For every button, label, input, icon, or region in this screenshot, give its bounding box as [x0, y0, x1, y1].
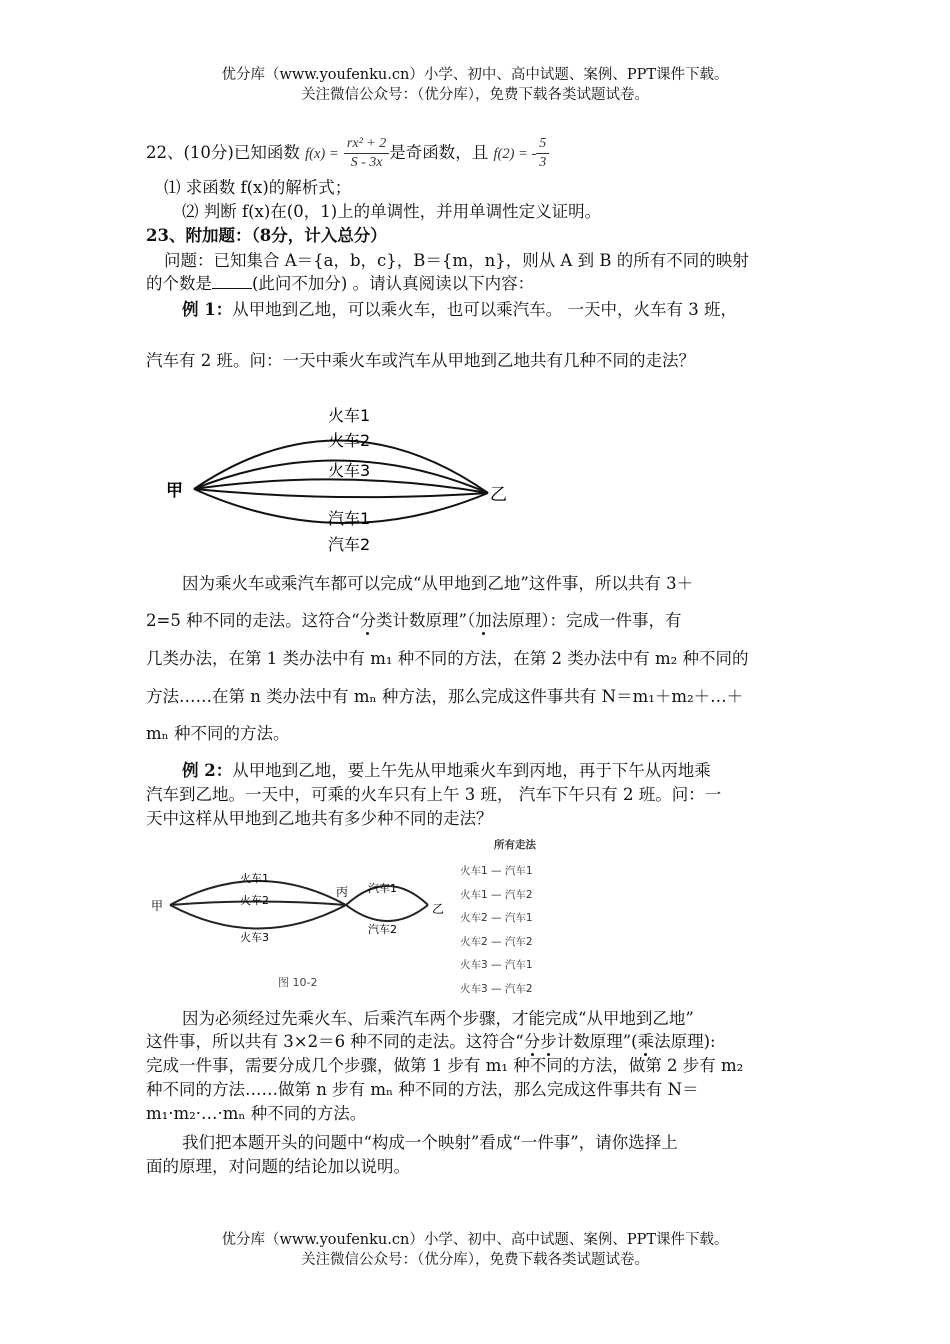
q22-fx: f(x) = — [305, 146, 339, 162]
closing-line-2: 面的原理，对问题的结论加以说明。 — [146, 1157, 410, 1176]
fig2-list-item: 火车1 — 汽车1 — [460, 865, 533, 877]
fig2-list-item: 火车3 — 汽车2 — [460, 982, 533, 995]
emphasis-dot-char: 加 — [475, 611, 492, 630]
example-2-line-3: 天中这样从甲地到乙地共有多少种不同的走法？ — [146, 809, 493, 828]
q22-fraction-numerator: rx² + 2 — [344, 135, 389, 154]
q22-mid: 是奇函数，且 — [389, 143, 489, 162]
emphasis-dot-char: 分 — [359, 611, 377, 630]
example-1-line-1 — [182, 299, 737, 321]
fig1-route-label: 汽车2 — [328, 535, 371, 554]
addition-line-1: 因为乘火车或乘汽车都可以完成“从甲地到乙地”这件事，所以共有 3＋ — [182, 574, 694, 593]
example-1-line-2: 汽车有 2 班。问：一天中乘火车或汽车从甲地到乙地共有几种不同的走法？ — [146, 351, 695, 370]
q22-sub2: ⑵ 判断 f(x)在(0，1)上的单调性，并用单调性定义证明。 — [182, 202, 602, 221]
fig2-bus-label: 汽车1 — [368, 882, 397, 895]
fig2-list-item: 火车1 — 汽车2 — [460, 888, 533, 901]
route-train-3 — [170, 905, 346, 929]
example-1-text-a: 从甲地到乙地，可以乘火车，也可以乘汽车。 一天中，火车有 3 班， — [232, 300, 737, 319]
fig1-end: 乙 — [490, 485, 507, 505]
answer-blank — [212, 273, 252, 289]
q22-value-fraction — [536, 135, 549, 172]
route-train-3 — [194, 479, 488, 493]
addition-line-2 — [146, 610, 681, 632]
fig1-route-label: 火车2 — [328, 431, 371, 450]
multiplication-line-2b: 计数原理”( — [556, 1032, 638, 1051]
multiplication-line-2a: 这件事，所以共有 3×2＝6 种不同的走法。这符合“ — [146, 1032, 524, 1051]
fig2-list-item: 火车2 — 汽车2 — [460, 935, 533, 948]
fig2-bus-label: 汽车2 — [368, 923, 397, 936]
addition-line-5: mₙ 种不同的方法。 — [146, 724, 290, 743]
route-bus-1 — [194, 489, 488, 497]
figure-2-routes — [148, 862, 448, 992]
q22-fraction — [344, 135, 389, 172]
figure-1-routes — [160, 400, 520, 560]
header-line-1: 优分库（www.youfenku.cn）小学、初中、高中试题、案例、PPT课件下载。 — [221, 67, 729, 83]
fig2-caption: 图 10-2 — [278, 976, 318, 989]
example-2-text-a: 从甲地到乙地，要上午先从甲地乘火车到丙地，再于下午从丙地乘 — [232, 761, 711, 780]
header-line-2: 关注微信公众号：（优分库），免费下载各类试题试卷。 — [301, 87, 649, 103]
fig2-list-item: 火车3 — 汽车1 — [460, 959, 533, 971]
q22-sub1: ⑴ 求函数 f(x)的解析式； — [164, 178, 352, 197]
example-2-line-1 — [182, 760, 711, 782]
multiplication-line-2c: 法原理): — [654, 1032, 716, 1051]
q23-problem-line-2 — [146, 273, 534, 295]
fig2-route-list — [460, 838, 570, 1001]
fig2-train-label: 火车2 — [240, 894, 269, 907]
q22-f2: f(2) = - — [493, 146, 537, 162]
emphasis-dot-char: 乘 — [637, 1032, 655, 1051]
fig1-route-label: 汽车1 — [328, 509, 371, 528]
q22-stem — [146, 135, 549, 172]
emphasis-dot-char: 步 — [540, 1032, 557, 1051]
addition-line-4: 方法……在第 n 类办法中有 mₙ 种方法，那么完成这件事共有 N＝m₁＋m₂＋…＋ — [146, 687, 744, 706]
q22-prefix: 22、(10分)已知函数 — [146, 143, 300, 162]
multiplication-line-5: m₁·m₂·…·mₙ 种不同的方法。 — [146, 1104, 367, 1123]
route-bus-2 — [346, 905, 428, 921]
footer-line-2: 关注微信公众号：（优分库），免费下载各类试题试卷。 — [301, 1252, 649, 1268]
q23-p2a: 的个数是 — [146, 274, 212, 293]
example-2-line-2: 汽车到乙地。一天中，可乘的火车只有上午 3 班， 汽车下午只有 2 班。问：一 — [146, 785, 722, 804]
q23-problem-line-1: 问题：已知集合 A＝{a，b，c}，B＝{m，n}，则从 A 到 B 的所有不同的映射 — [164, 251, 749, 270]
fig1-route-label: 火车1 — [328, 406, 371, 425]
addition-line-2a: 2=5 种不同的走法。这符合“ — [146, 611, 360, 630]
multiplication-line-4: 种不同的方法……做第 n 步有 mₙ 种不同的方法，那么完成这件事共有 N＝ — [146, 1080, 699, 1099]
fig1-start: 甲 — [166, 481, 183, 501]
addition-line-2b: 类计数原理”（ — [376, 611, 476, 630]
example-2-label: 例 2： — [182, 761, 233, 780]
fig2-middle: 丙 — [336, 885, 349, 899]
example-1-label: 例 1： — [182, 300, 233, 319]
q22-fraction-denominator: S - 3x — [350, 155, 383, 170]
q23-p2b: (此问不加分) 。请认真阅读以下内容： — [252, 274, 535, 293]
fig2-train-label: 火车3 — [240, 931, 269, 944]
addition-line-3: 几类办法，在第 1 类办法中有 m₁ 种不同的方法，在第 2 类办法中有 m₂ 种不同的 — [146, 649, 749, 668]
fig2-list-title: 所有走法 — [494, 839, 536, 851]
multiplication-line-1: 因为必须经过先乘火车、后乘汽车两个步骤，才能完成“从甲地到乙地” — [182, 1009, 694, 1028]
fig2-train-label: 火车1 — [240, 872, 269, 885]
q23-title: 23、附加题：（8分，计入总分） — [146, 226, 387, 245]
closing-line-1: 我们把本题开头的问题中“构成一个映射”看成“一件事”，请你选择上 — [182, 1133, 678, 1152]
addition-line-2c: 法原理）：完成一件事，有 — [491, 611, 682, 630]
q22-value-numerator: 5 — [536, 135, 549, 154]
fig1-route-label: 火车3 — [328, 461, 371, 480]
fig2-list-item: 火车2 — 汽车1 — [460, 912, 533, 924]
multiplication-line-3: 完成一件事，需要分成几个步骤，做第 1 步有 m₁ 种不同的方法，做第 2 步有 m₂ — [146, 1056, 744, 1075]
footer-line-1: 优分库（www.youfenku.cn）小学、初中、高中试题、案例、PPT课件下载。 — [221, 1232, 729, 1248]
emphasis-dot-char: 分 — [523, 1032, 541, 1051]
fig2-start: 甲 — [151, 899, 164, 913]
multiplication-line-2 — [146, 1031, 716, 1053]
q22-value-denominator: 3 — [539, 155, 547, 170]
fig2-end: 乙 — [432, 902, 445, 916]
